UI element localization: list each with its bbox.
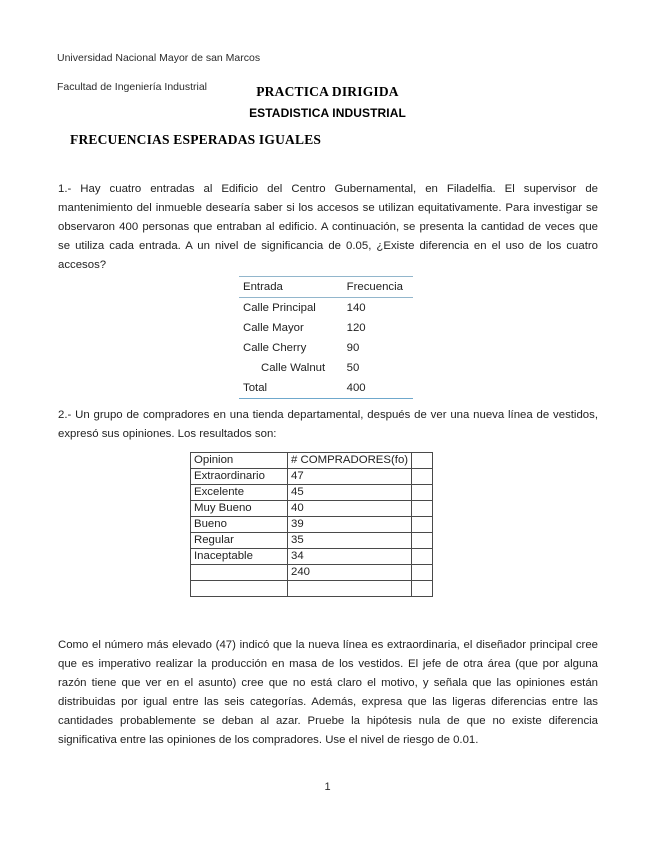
table-row xyxy=(239,318,413,338)
opinion-count: 47 xyxy=(288,469,412,485)
opinion-total-count: 240 xyxy=(288,565,412,581)
column-header-extra xyxy=(412,453,433,469)
problem-3-text: Como el número más elevado (47) indicó que la nueva línea es extraordinaria, el diseñador principal cree que es imperativo realizar la producción en masa de los vestidos. El jefe de otra área (que por alguna razón tiene que ver en el asunto) cree que no está claro el motivo, y señala que las opiniones están distribuidas por igual entre las seis categorías. Además, expresa que las ligeras diferencias entre las cantidades probablemente se deban al azar. Pruebe la hipótesis nula de que no existe diferencia significativa entre las opiniones de los compradores. Use el nivel de riesgo de 0.01. xyxy=(58,639,598,746)
opinion-label: Muy Bueno xyxy=(191,501,288,517)
page-title: PRACTICA DIRIGIDA xyxy=(256,84,399,99)
table-row xyxy=(191,469,433,485)
entrada-label: Calle Mayor xyxy=(243,321,304,334)
opinion-count: 40 xyxy=(288,501,412,517)
opinion-count: 39 xyxy=(288,517,412,533)
opinion-label: Regular xyxy=(191,533,288,549)
entradas-frequency-table xyxy=(239,276,413,399)
column-header-entrada: Entrada xyxy=(239,277,347,298)
problem-2-text: 2.- Un grupo de compradores en una tienda departamental, después de ver una nueva línea de vestidos, expresó sus opiniones. Los resultados son: xyxy=(58,409,598,440)
table-row xyxy=(191,501,433,517)
opinion-extra xyxy=(412,469,433,485)
entrada-value: 90 xyxy=(346,341,360,354)
opinion-count: 34 xyxy=(288,549,412,565)
table-row-empty xyxy=(191,581,433,597)
opinion-empty-a xyxy=(191,581,288,597)
opinion-count: 45 xyxy=(288,485,412,501)
entrada-value: 50 xyxy=(346,361,360,374)
opinion-extra xyxy=(412,533,433,549)
opinion-label: Inaceptable xyxy=(191,549,288,565)
opinion-empty-b xyxy=(288,581,412,597)
table-row xyxy=(239,338,413,358)
institution-line-2: Facultad de Ingeniería Industrial xyxy=(57,80,208,93)
table-header-row xyxy=(191,453,433,469)
table-row xyxy=(191,533,433,549)
opinion-count: 35 xyxy=(288,533,412,549)
page-number: 1 xyxy=(324,781,331,793)
entrada-total-value: 400 xyxy=(347,378,413,399)
section-heading: FRECUENCIAS ESPERADAS IGUALES xyxy=(70,132,322,147)
page-subtitle: ESTADISTICA INDUSTRIAL xyxy=(249,106,406,120)
opinion-total-extra xyxy=(412,565,433,581)
problem-1-text: 1.- Hay cuatro entradas al Edificio del Centro Gubernamental, en Filadelfia. El supervisor de mantenimiento del inmueble desearía saber si los accesos se utilizan equitativamente. Para investigar se observaron 400 personas que entraban al edificio. A continuación, se presenta la cantidad de veces que se utiliza cada entrada. A un nivel de significancia de 0.05, ¿Existe diferencia en el uso de los cuatro accesos? xyxy=(58,183,598,271)
institution-line-1: Universidad Nacional Mayor de san Marcos xyxy=(57,51,261,64)
opinion-label: Extraordinario xyxy=(191,469,288,485)
table-row-total xyxy=(191,565,433,581)
opinion-label: Bueno xyxy=(191,517,288,533)
column-header-frecuencia: Frecuencia xyxy=(347,277,413,298)
opinion-extra xyxy=(412,485,433,501)
opinion-empty-c xyxy=(412,581,433,597)
table-header-row xyxy=(239,277,413,298)
opinion-total-label xyxy=(191,565,288,581)
table-row xyxy=(191,517,433,533)
entrada-label: Calle Principal xyxy=(243,301,316,314)
table-row xyxy=(239,298,413,319)
opinion-extra xyxy=(412,501,433,517)
table-row xyxy=(191,485,433,501)
entrada-total-label: Total xyxy=(239,378,347,399)
opinion-label: Excelente xyxy=(191,485,288,501)
column-header-compradores: # COMPRADORES(fo) xyxy=(288,453,412,469)
table-row xyxy=(191,549,433,565)
opinion-extra xyxy=(412,517,433,533)
entrada-label: Calle Walnut xyxy=(261,361,326,374)
entrada-value: 120 xyxy=(346,321,366,334)
opiniones-frequency-table xyxy=(190,452,433,597)
table-row xyxy=(239,358,413,378)
entrada-label: Calle Cherry xyxy=(243,341,307,354)
entrada-value: 140 xyxy=(346,301,366,314)
table-row-total xyxy=(239,378,413,399)
opinion-extra xyxy=(412,549,433,565)
column-header-opinion: Opinion xyxy=(191,453,288,469)
